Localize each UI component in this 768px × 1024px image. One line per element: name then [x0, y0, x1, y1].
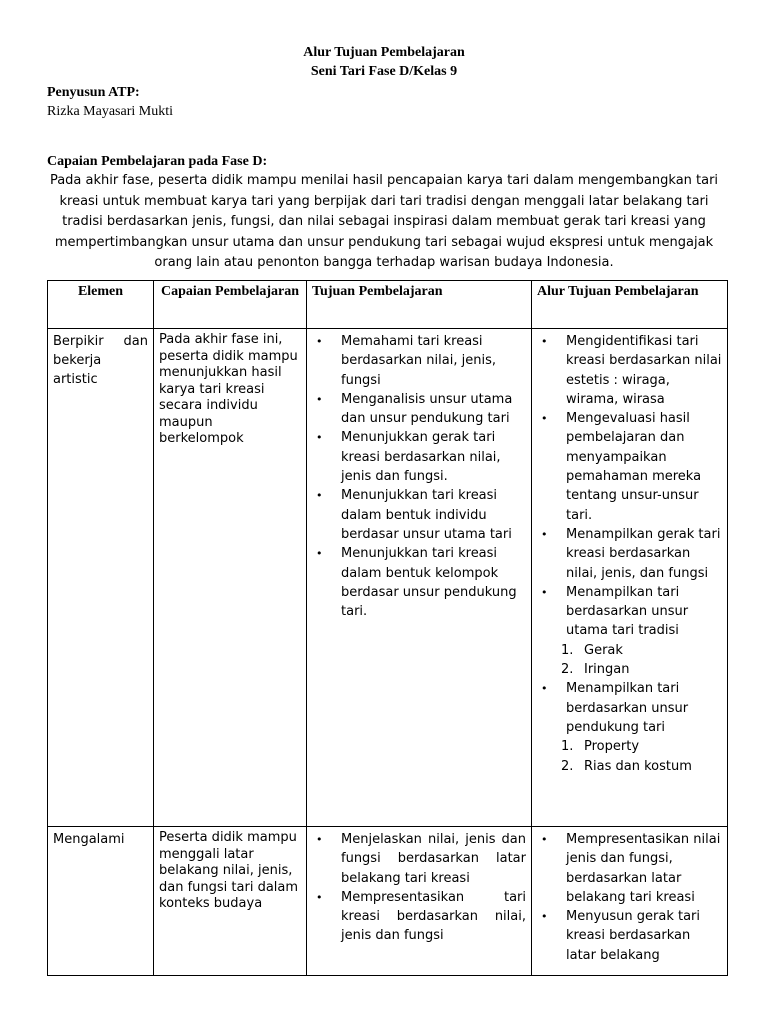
list-item [537, 679, 722, 775]
list-item [537, 583, 722, 679]
table-row [48, 827, 728, 976]
numbered-sublist [537, 641, 722, 680]
list-item-text: Mengidentifikasi tari kreasi berdasarkan nilai estetis : wiraga, wirama, wirasa [566, 334, 722, 407]
tujuan-list [312, 332, 526, 621]
tujuan-list [312, 830, 526, 946]
bullet-icon: • [316, 547, 323, 561]
capaian-cell [154, 329, 307, 827]
list-item [537, 525, 722, 583]
sublist-text: Iringan [584, 662, 630, 678]
list-item-text: Mengevaluasi hasil pembelajaran dan menyampaikan pemahaman mereka tentang unsur-unsur tari. [566, 411, 702, 523]
alur-list [537, 332, 722, 776]
bullet-icon: • [541, 412, 548, 426]
list-item [312, 544, 526, 621]
list-item [312, 888, 526, 946]
bullet-icon: • [316, 833, 323, 846]
capaian-text: Pada akhir fase, peserta didik mampu menilai hasil pencapaian karya tari dalam mengembangkan tari kreasi untuk membuat karya tari yang berpijak dari tari tradisi dengan menggali latar belakang tari tradisi berdasarkan jenis, fungsi, dan nilai sebagai inspirasi dalam membuat gerak tari kreasi yang mempertimbangkan unsur utama dan unsur pendukung tari sebagai wujud ekspresi untuk mengajak orang lain atau penonton bangga terhadap warisan budaya Indonesia. [49, 173, 719, 270]
bullet-icon: • [541, 585, 548, 599]
sublist-item [537, 660, 722, 679]
elemen-cell [48, 827, 154, 976]
author-label: Penyusun ATP: [47, 85, 140, 100]
numbered-sublist [537, 737, 722, 776]
list-item-text: Menganalisis unsur utama dan unsur pendukung tari [341, 391, 513, 427]
bullet-icon: • [541, 335, 548, 348]
sublist-number: 2. [561, 662, 574, 678]
list-item [537, 332, 722, 409]
list-item [312, 332, 526, 390]
sublist-item [537, 737, 722, 756]
bullet-icon: • [316, 890, 323, 904]
list-item-text: Menunjukkan tari kreasi dalam bentuk individu berdasar unsur utama tari [341, 488, 512, 542]
list-item-text: Menampilkan tari berdasarkan unsur pendukung tari [566, 681, 689, 735]
alur-list [537, 830, 722, 965]
bullet-icon: • [316, 431, 323, 445]
list-item [312, 428, 526, 486]
sublist-item [537, 641, 722, 660]
atp-table [47, 280, 728, 976]
bullet-icon: • [316, 489, 323, 503]
list-item-text: Menunjukkan gerak tari kreasi berdasarkan nilai, jenis dan fungsi. [341, 430, 501, 485]
list-item [312, 486, 526, 544]
list-item-text: Menunjukkan tari kreasi dalam bentuk kelompok berdasar unsur pendukung tari. [341, 546, 517, 620]
bullet-icon: • [541, 682, 548, 696]
elemen-cell [48, 329, 154, 827]
capaian-heading: Capaian Pembelajaran pada Fase D: [47, 154, 268, 169]
header-capaian: Capaian Pembelajaran [154, 281, 307, 329]
header-elemen: Elemen [48, 281, 154, 329]
elemen-text: Berpikir dan bekerja artistic [53, 334, 148, 387]
list-item-text: Memahami tari kreasi berdasarkan nilai, jenis, fungsi [341, 334, 496, 388]
bullet-icon: • [541, 833, 548, 846]
sublist-number: 1. [561, 642, 574, 658]
list-item-text: Mempresentasikan tari kreasi berdasarkan nilai, jenis dan fungsi [341, 889, 526, 944]
list-item-text: Menjelaskan nilai, jenis dan fungsi berdasarkan latar belakang tari kreasi [341, 832, 526, 886]
bullet-icon: • [541, 527, 548, 541]
sublist-number: 2. [561, 758, 574, 774]
list-item [312, 390, 526, 429]
list-item [312, 830, 526, 888]
list-item-text: Menyusun gerak tari kreasi berdasarkan latar belakang [566, 909, 701, 963]
sublist-item [537, 757, 722, 776]
tujuan-cell [307, 827, 532, 976]
header-tujuan: Tujuan Pembelajaran [307, 281, 532, 329]
alur-cell [532, 827, 728, 976]
author-name: Rizka Mayasari Mukti [47, 104, 173, 119]
list-item [537, 830, 722, 907]
sublist-text: Rias dan kostum [584, 758, 692, 774]
sublist-text: Property [584, 739, 640, 755]
header-alur: Alur Tujuan Pembelajaran [532, 281, 728, 329]
list-item [537, 409, 722, 525]
sublist-text: Gerak [584, 642, 623, 658]
capaian-cell-text: Peserta didik mampu menggali latar belakang nilai, jenis, dan fungsi tari dalam konteks budaya [159, 830, 299, 911]
list-item-text: Menampilkan tari berdasarkan unsur utama tari tradisi [566, 584, 689, 639]
document-title: Alur Tujuan Pembelajaran [303, 45, 465, 60]
bullet-icon: • [316, 392, 323, 406]
document-subtitle: Seni Tari Fase D/Kelas 9 [310, 64, 458, 79]
sublist-number: 1. [561, 739, 574, 755]
list-item-text: Mempresentasikan nilai jenis dan fungsi, berdasarkan latar belakang tari kreasi [566, 832, 721, 905]
list-item [537, 907, 722, 965]
bullet-icon: • [316, 335, 323, 348]
table-header-row [48, 281, 728, 329]
tujuan-cell [307, 329, 532, 827]
capaian-cell [154, 827, 307, 976]
list-item-text: Menampilkan gerak tari kreasi berdasarkan nilai, jenis, dan fungsi [566, 526, 721, 581]
elemen-text: Mengalami [53, 832, 125, 847]
alur-cell [532, 329, 728, 827]
bullet-icon: • [541, 910, 548, 924]
table-row [48, 329, 728, 827]
capaian-cell-text: Pada akhir fase ini, peserta didik mampu menunjukkan hasil karya tari kreasi secara individu maupun berkelompok [159, 332, 298, 446]
